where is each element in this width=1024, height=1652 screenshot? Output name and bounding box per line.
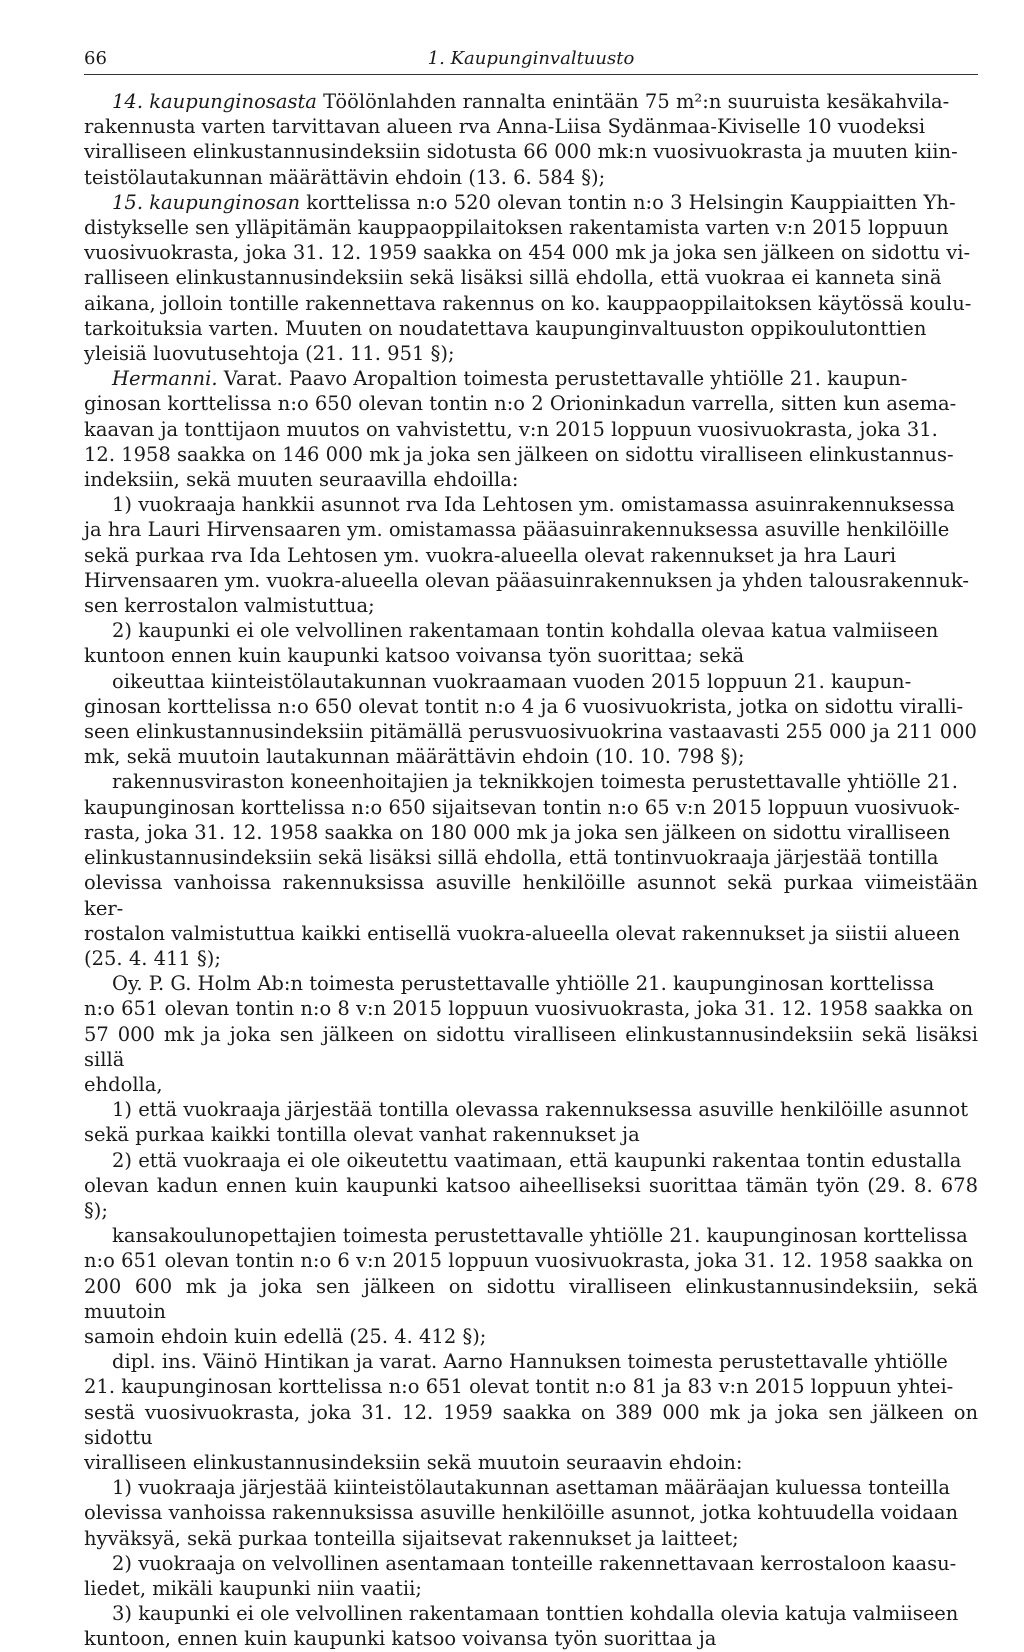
paragraph-text: rakennusviraston koneenhoitajien ja teknikkojen toimesta perustettavalle yhtiölle 21. kaupunginosan korttelissa n:o 650 sijaitsevan tontin n:o 65 v:n 2015 loppuun vuosivuok- rasta, joka 31. 12. 1958 saakka on 180 000 mk ja joka sen jälkeen on sidottu viralliseen elinkustannusindeksiin sekä lisäksi sillä ehdolla, että tontinvuokraaja järjestää tontilla olevissa vanhoissa rakennuksissa asuville henkilöille asunnot sekä purkaa viimeistään ker- rostalon valmistuttua kaikki entisellä vuokra-alueella olevat rakennukset ja siistii alueen (25. 4. 411 §); bbox=[84, 770, 978, 970]
paragraph bbox=[84, 1148, 978, 1224]
paragraph bbox=[84, 366, 978, 492]
paragraph-text: 1) vuokraaja järjestää kiinteistölautakunnan asettaman määräajan kuluessa tonteilla olevissa vanhoissa rakennuksissa asuville henkilöille asunnot, jotka kohtuudella voidaan hyväksyä, sekä purkaa tonteilla sijaitsevat rakennukset ja laitteet; bbox=[84, 1476, 959, 1550]
paragraph-text: 1) että vuokraaja järjestää tontilla olevassa rakennuksessa asuville henkilöille asunnot sekä purkaa kaikki tontilla olevat vanhat rakennukset ja bbox=[84, 1098, 969, 1147]
paragraph bbox=[84, 1097, 978, 1147]
paragraph bbox=[84, 1223, 978, 1349]
paragraph-text: oikeuttaa kiinteistölautakunnan vuokraamaan vuoden 2015 loppuun 21. kaupun- ginosan korttelissa n:o 650 olevat tontit n:o 4 ja 6 vuosivuokrista, jotka on sidottu viralli- seen elinkustannusindeksiin pitämällä perusvuosivuokrina vastaavasti 255 000 ja 211 000 mk, sekä muutoin lautakunnan määrättävin ehdoin (10. 10. 798 §); bbox=[84, 669, 977, 769]
body-text bbox=[84, 89, 978, 1652]
paragraph-text: korttelissa n:o 520 olevan tontin n:o 3 Helsingin Kauppiaitten Yh- distykselle sen ylläpitämän kauppaoppilaitoksen rakentamista varten v:n 2015 loppuun vuosivuokrasta, joka 31. 12. 1959 saakka on 454 000 mk ja joka sen jälkeen on sidottu vi- ralliseen elinkustannusindeksiin sekä lisäksi sillä ehdolla, että vuokraa ei kanneta sinä aikana, jolloin tontille rakennettava rakennus on ko. kauppaoppilaitoksen käytössä koulu- tarkoituksia varten. Muuten on noudatettava kaupunginvaltuuston oppikoulutonttien yleisiä luovutusehtoja (21. 11. 951 §); bbox=[84, 190, 972, 366]
paragraph bbox=[84, 618, 978, 668]
paragraph-text: 3) kaupunki ei ole velvollinen rakentamaan tonttien kohdalla olevia katuja valmiiseen kuntoon, ennen kuin kaupunki katsoo voivansa työn suorittaa ja bbox=[84, 1602, 959, 1651]
paragraph-text: 2) että vuokraaja ei ole oikeutettu vaatimaan, että kaupunki rakentaa tontin edustalla olevan kadun ennen kuin kaupunki katsoo aiheelliseksi suorittaa tämän työn (29. 8. 678 §); bbox=[84, 1148, 978, 1222]
paragraph-lead: 14. kaupunginosasta bbox=[112, 90, 317, 113]
paragraph bbox=[84, 190, 978, 366]
paragraph-text: dipl. ins. Väinö Hintikan ja varat. Aarno Hannuksen toimesta perustettavalle yhtiölle 21. kaupunginosan korttelissa n:o 651 olevat tontit n:o 81 ja 83 v:n 2015 loppuun yhtei- sestä vuosivuokrasta, joka 31. 12. 1959 saakka on 389 000 mk ja joka sen jälkeen on sidottu viralliseen elinkustannusindeksiin sekä muutoin seuraavin ehdoin: bbox=[84, 1350, 978, 1474]
page-header bbox=[84, 44, 978, 75]
paragraph-text: 1) vuokraaja hankkii asunnot rva Ida Lehtosen ym. omistamassa asuinrakennuksessa ja hra Lauri Hirvensaaren ym. omistamassa pääasuinrakennuksessa asuville henkilöille sekä purkaa rva Ida Lehtosen ym. vuokra-alueella olevat rakennukset ja hra Lauri Hirvensaaren ym. vuokra-alueella olevan pääasuinrakennuksen ja yhden talousrakennuk- sen kerrostalon valmistuttua; bbox=[84, 493, 969, 618]
paragraph bbox=[84, 1475, 978, 1551]
paragraph bbox=[84, 492, 978, 618]
paragraph bbox=[84, 971, 978, 1097]
paragraph-text: kansakoulunopettajien toimesta perustettavalle yhtiölle 21. kaupunginosan korttelissa n:o 651 olevan tontin n:o 6 v:n 2015 loppuun vuosivuokrasta, joka 31. 12. 1958 saakka on 200 600 mk ja joka sen jälkeen on sidottu viralliseen elinkustannusindeksiin, sekä muutoin samoin ehdoin kuin edellä (25. 4. 412 §); bbox=[84, 1224, 978, 1348]
paragraph-text: 2) kaupunki ei ole velvollinen rakentamaan tontin kohdalla olevaa katua valmiiseen kuntoon ennen kuin kaupunki katsoo voivansa työn suorittaa; sekä bbox=[84, 619, 939, 668]
paragraph bbox=[84, 89, 978, 190]
paragraph-text: Varat. Paavo Aropaltion toimesta perustettavalle yhtiölle 21. kaupun- ginosan korttelissa n:o 650 olevan tontin n:o 2 Orioninkadun varrella, sitten kun asema- kaavan ja tonttijaon muutos on vahvistettu, v:n 2015 loppuun vuosivuokrasta, joka 31. 12. 1958 saakka on 146 000 mk ja joka sen jälkeen on sidottu viralliseen elinkustannus- indeksiin, sekä muuten seuraavilla ehdoilla: bbox=[84, 367, 957, 492]
paragraph-text: 2) vuokraaja on velvollinen asentamaan tonteille rakennettavaan kerrostaloon kaasu- liedet, mikäli kaupunki niin vaatii; bbox=[84, 1551, 957, 1600]
paragraph-text: Oy. P. G. Holm Ab:n toimesta perustettavalle yhtiölle 21. kaupunginosan korttelissa n:o 651 olevan tontin n:o 8 v:n 2015 loppuun vuosivuokrasta, joka 31. 12. 1958 saakka on 57 000 mk ja joka sen jälkeen on sidottu viralliseen elinkustannusindeksiin sekä lisäksi sillä ehdolla, bbox=[84, 972, 978, 1096]
paragraph bbox=[84, 769, 978, 971]
paragraph bbox=[84, 1601, 978, 1651]
page-number: 66 bbox=[84, 48, 107, 69]
paragraph bbox=[84, 1349, 978, 1475]
paragraph bbox=[84, 669, 978, 770]
paragraph-text: Töölönlahden rannalta enintään 75 m²:n suuruista kesäkahvila- rakennusta varten tarvittavan alueen rva Anna-Liisa Sydänmaa-Kiviselle 10 vuodeksi viralliseen elinkustannusindeksiin sidotusta 66 000 mk:n vuosivuokrasta ja muuten kiin- teistölautakunnan määrättävin ehdoin (13. 6. 584 §); bbox=[84, 90, 958, 189]
running-title: 1. Kaupunginvaltuusto bbox=[427, 48, 635, 69]
paragraph bbox=[84, 1551, 978, 1601]
document-page bbox=[84, 44, 978, 1652]
paragraph-lead: Hermanni. bbox=[112, 367, 218, 391]
paragraph-lead: 15. kaupunginosan bbox=[112, 190, 301, 214]
